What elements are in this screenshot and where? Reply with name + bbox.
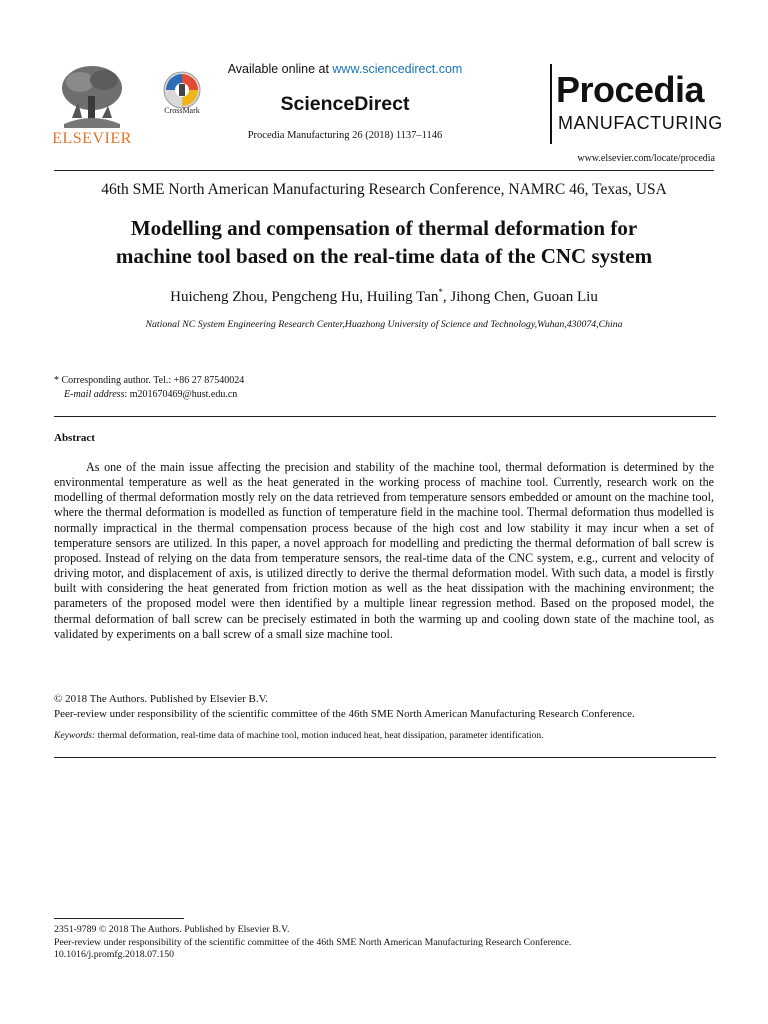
conference-name: 46th SME North American Manufacturing Research Conference, NAMRC 46, Texas, USA xyxy=(101,181,667,198)
paper-title xyxy=(54,214,714,270)
journal-url[interactable]: www.elsevier.com/locate/procedia xyxy=(577,153,715,164)
keywords-list: thermal deformation, real-time data of machine tool, motion induced heat, heat dissipation, parameter identification. xyxy=(95,730,544,741)
copyright-block xyxy=(54,692,734,722)
keywords-label: Keywords: xyxy=(54,730,96,741)
email-label: E-mail address xyxy=(64,389,125,400)
footer-issn: 2351-9789 © 2018 The Authors. Published by Elsevier B.V. xyxy=(54,924,290,935)
abstract-top-rule xyxy=(54,416,716,417)
abstract-bottom-rule xyxy=(54,757,716,758)
available-online-line xyxy=(200,62,490,76)
footer-doi[interactable]: 10.1016/j.promfg.2018.07.150 xyxy=(54,949,175,960)
abstract-heading: Abstract xyxy=(54,432,95,444)
crossmark-label: CrossMark xyxy=(164,106,200,115)
available-prefix: Available online at xyxy=(227,62,333,76)
title-line-1: Modelling and compensation of thermal deformation for xyxy=(130,216,638,240)
keywords-line xyxy=(54,730,734,741)
authors-part-2: , Jihong Chen, Guoan Liu xyxy=(442,289,598,305)
corresponding-author-note xyxy=(54,374,714,402)
corresponding-email xyxy=(54,388,714,402)
journal-title: Procedia xyxy=(556,69,705,110)
peer-review-line: Peer-review under responsibility of the scientific committee of the 46th SME North American Manufacturing Research Conference. xyxy=(54,708,635,720)
copyright-line: © 2018 The Authors. Published by Elsevier B.V. xyxy=(54,693,268,705)
page-footer xyxy=(54,924,734,962)
footer-rule xyxy=(54,918,184,919)
affiliation: National NC System Engineering Research Center,Huazhong University of Science and Technology,Wuhan,430074,China xyxy=(145,319,623,330)
author-list xyxy=(54,287,714,306)
abstract-body: As one of the main issue affecting the precision and stability of the machine tool, thermal deformation is determined by the environmental temperature as well as the heat generated in the working process of machine tool. Currently, research work on the modelling of thermal deformation mostly rely on the data retrieved from temperature sensors embedded or amount on the machine tool, where the thermal deformation is modelled as function of temperature field in the machine tool. Thermal deformation thus modelled is normally impractical in the thermal compensation process because of the high cost and low stability it may incur when a set of temperature sensors are utilized. In this paper, a novel approach for modelling and predicting the thermal deformation of ball screw is proposed. Instead of relying on the data from temperature sensors, the real-time data of the CNC system, e.g., current and velocity of driving motor, and displacement of axis, is utilized directly to derive the thermal deformation model. With such data, a model is firstly built with considering the heat generated from friction motion as well as the heat dissipation with the machining environment; the parameters of the proposed model were then identified by a multiple linear regression method. Based on the proposed model, the thermal deformation of ball screw can be precisely estimated in both the warming up and cooling down state of the machine tool, as validated by experiments on a ball screw of a small size machine tool. xyxy=(54,460,714,641)
journal-subtitle: MANUFACTURING xyxy=(558,113,723,133)
sciencedirect-brand: ScienceDirect xyxy=(280,93,410,115)
title-line-2: machine tool based on the real-time data of the CNC system xyxy=(115,244,653,268)
journal-reference: Procedia Manufacturing 26 (2018) 1137–1146 xyxy=(247,130,443,141)
corresponding-mark: * xyxy=(438,287,443,297)
authors-part-1: Huicheng Zhou, Pengcheng Hu, Huiling Tan xyxy=(170,289,439,305)
elsevier-wordmark: ELSEVIER xyxy=(52,130,132,147)
footer-peer-review: Peer-review under responsibility of the scientific committee of the 46th SME North American Manufacturing Research Conference. xyxy=(54,936,572,948)
sciencedirect-link[interactable]: www.sciencedirect.com xyxy=(332,62,463,76)
email-value: : m201670469@hust.edu.cn xyxy=(124,389,238,400)
corresponding-phone: * Corresponding author. Tel.: +86 27 87540024 xyxy=(54,375,245,386)
header-divider xyxy=(54,170,714,171)
